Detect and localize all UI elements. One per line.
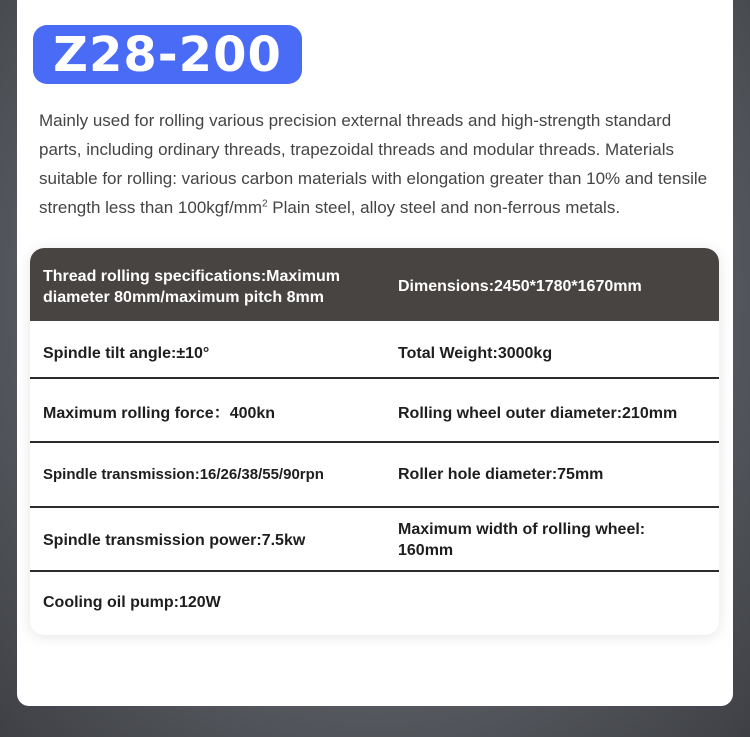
table-row — [30, 321, 719, 377]
description-text: Mainly used for rolling various precision external threads and high-strength standard parts, including ordinary threads, trapezoidal threads and modular threads. Materials suitable for rolling: various carbon materials with elongation greater than 10% and tensile strength less than 100kgf/mm — [39, 111, 708, 217]
table-header-row — [30, 248, 719, 321]
table-cell-right: Rolling wheel outer diameter:210mm — [398, 405, 678, 422]
table-cell-left: Maximum rolling force：400kn — [43, 405, 276, 422]
description-text-after: Plain steel, alloy steel and non-ferrous metals. — [267, 198, 621, 217]
model-title: Z28-200 — [33, 25, 302, 84]
spec-table — [30, 248, 719, 635]
table-cell-left: Spindle transmission:16/26/38/55/90rpn — [43, 466, 324, 483]
header-cell-right: Dimensions:2450*1780*1670mm — [398, 278, 642, 295]
table-row — [30, 379, 719, 441]
table-cell-left: Cooling oil pump:120W — [43, 594, 221, 611]
table-cell-left: Spindle tilt angle:±10° — [43, 345, 210, 362]
table-cell-right: Roller hole diameter:75mm — [398, 466, 604, 483]
header-cell-left: Thread rolling specifications:Maximum diameter 80mm/maximum pitch 8mm — [43, 268, 340, 306]
table-cell-left: Spindle transmission power:7.5kw — [43, 532, 306, 549]
table-cell-right: Total Weight:3000kg — [398, 345, 553, 362]
description-superscript: 2 — [262, 198, 268, 210]
table-row — [30, 508, 719, 570]
product-description — [39, 106, 709, 222]
table-row — [30, 443, 719, 506]
table-cell-right: Maximum width of rolling wheel: 160mm — [398, 521, 646, 559]
table-row — [30, 572, 719, 635]
